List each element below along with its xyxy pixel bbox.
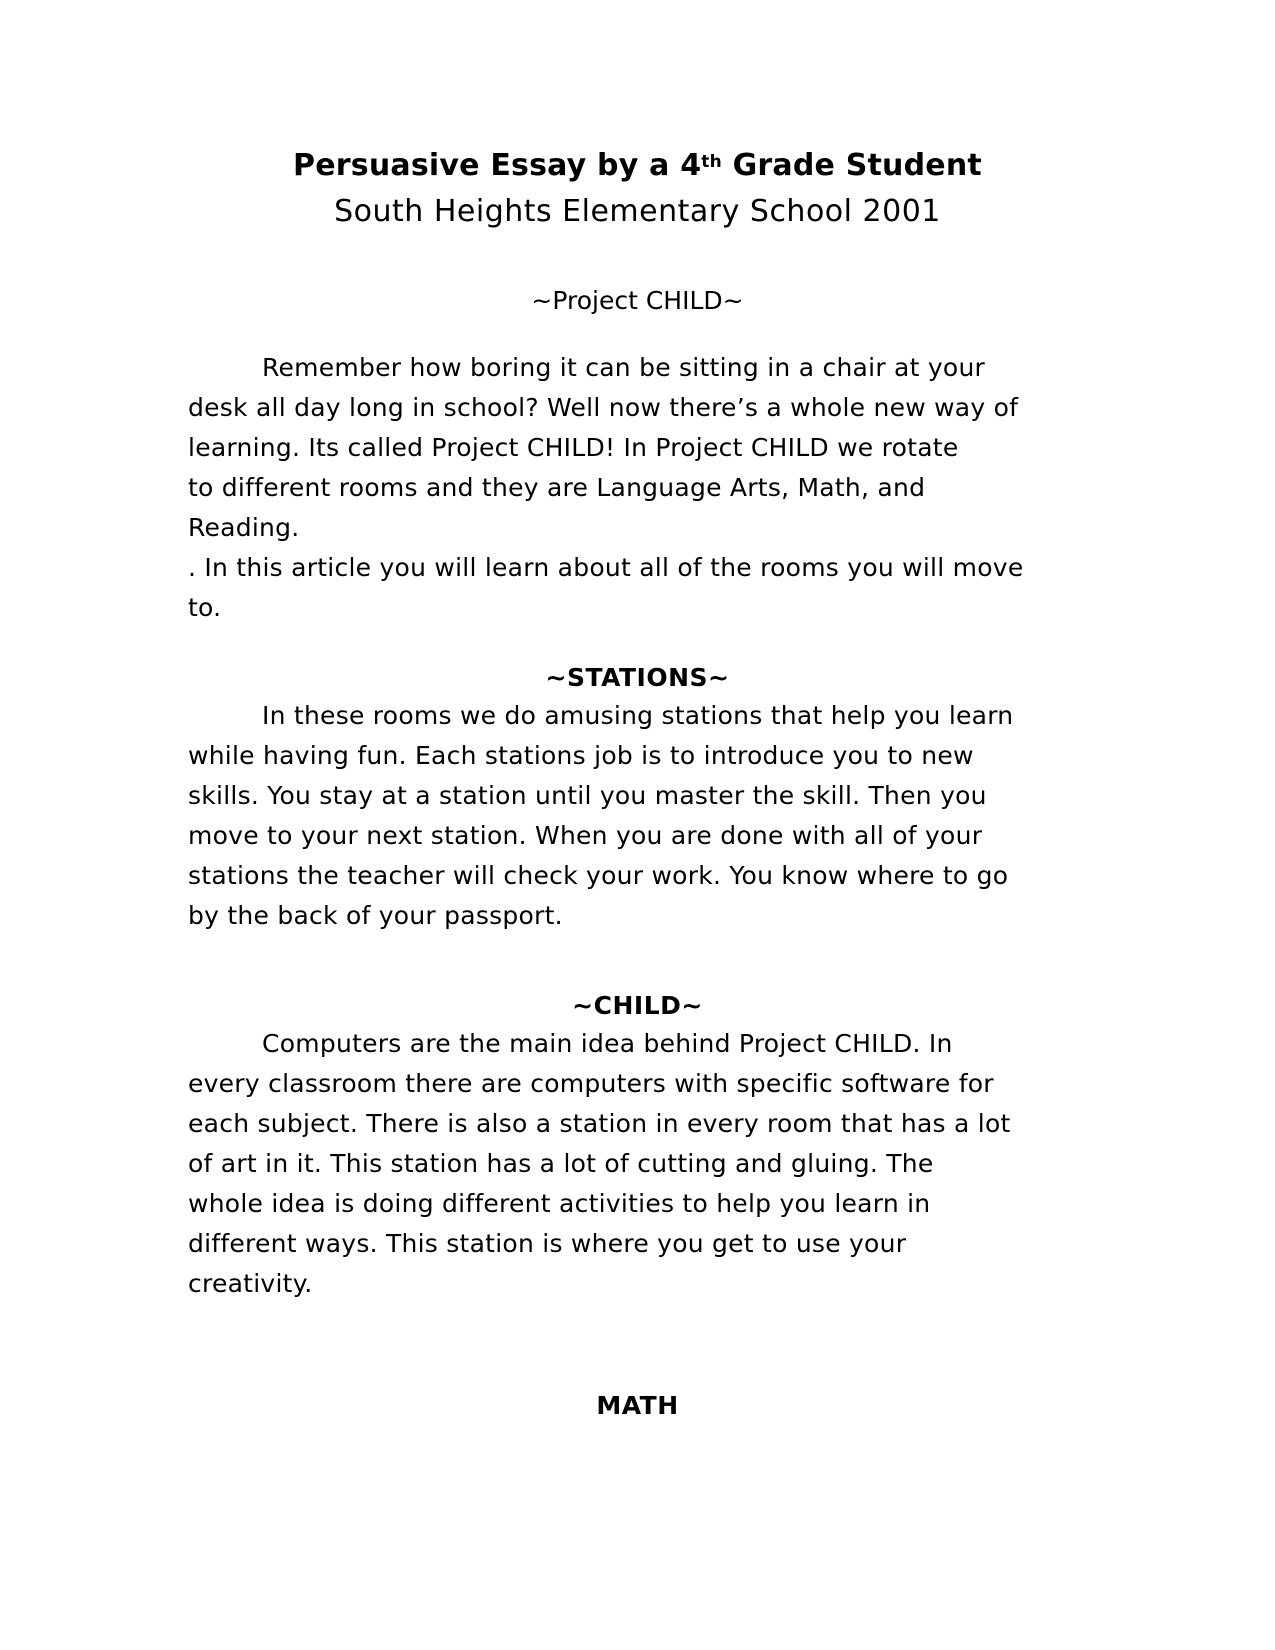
intro-line: . In this article you will learn about all of the rooms you will move xyxy=(188,553,1024,582)
stations-line: skills. You stay at a station until you master the skill. Then you xyxy=(188,781,987,810)
title-superscript: th xyxy=(701,152,722,172)
intro-line: to different rooms and they are Language Arts, Math, and xyxy=(188,473,926,502)
stations-line: by the back of your passport. xyxy=(188,901,563,930)
intro-line: Remember how boring it can be sitting in a chair at your xyxy=(262,353,986,382)
intro-paragraph xyxy=(188,348,1088,628)
child-line: creativity. xyxy=(188,1269,313,1298)
intro-line: learning. Its called Project CHILD! In Project CHILD we rotate xyxy=(188,433,959,462)
child-heading: ~CHILD~ xyxy=(572,991,703,1020)
intro-line: desk all day long in school? Well now there’s a whole new way of xyxy=(188,393,1019,422)
child-line: every classroom there are computers with specific software for xyxy=(188,1069,994,1098)
math-heading: MATH xyxy=(596,1391,679,1420)
child-line: Computers are the main idea behind Project CHILD. In xyxy=(262,1029,953,1058)
project-heading: ~Project CHILD~ xyxy=(531,286,744,315)
essay-title xyxy=(0,143,1275,189)
stations-line: In these rooms we do amusing stations that help you learn xyxy=(262,701,1014,730)
child-line: whole idea is doing different activities to help you learn in xyxy=(188,1189,931,1218)
title-suffix: Grade Student xyxy=(721,148,982,183)
stations-paragraph xyxy=(188,696,1088,936)
child-line: each subject. There is also a station in every room that has a lot xyxy=(188,1109,1011,1138)
title-prefix: Persuasive Essay by a 4 xyxy=(293,148,702,183)
stations-line: while having fun. Each stations job is to introduce you to new xyxy=(188,741,974,770)
stations-line: move to your next station. When you are done with all of your xyxy=(188,821,983,850)
child-line: different ways. This station is where you get to use your xyxy=(188,1229,907,1258)
stations-line: stations the teacher will check your work. You know where to go xyxy=(188,861,1009,890)
intro-line: Reading. xyxy=(188,513,300,542)
school-subtitle: South Heights Elementary School 2001 xyxy=(334,194,941,229)
intro-line: to. xyxy=(188,593,222,622)
stations-heading: ~STATIONS~ xyxy=(545,663,730,692)
title-block xyxy=(0,143,1275,235)
child-line: of art in it. This station has a lot of cutting and gluing. The xyxy=(188,1149,934,1178)
child-paragraph xyxy=(188,1024,1088,1304)
